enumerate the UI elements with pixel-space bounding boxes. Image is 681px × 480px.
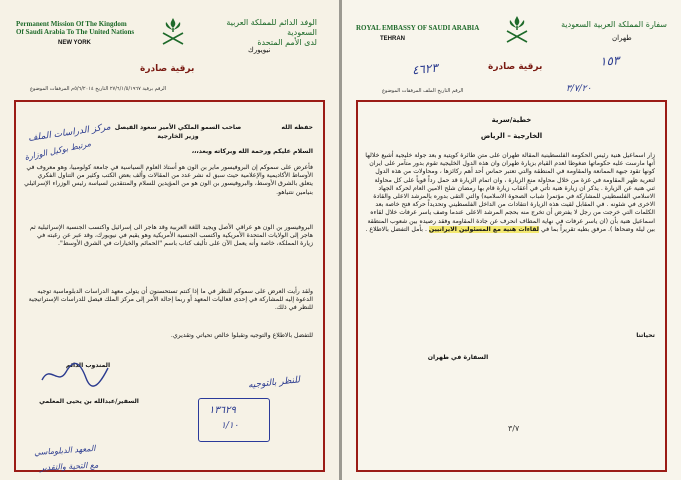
left-salutation: حفظه الله (281, 124, 313, 131)
left-closing: للتفضل بالاطلاع والتوجيه وتقبلوا خالص تحياتي وتقديري. (170, 332, 313, 339)
left-handwritten-note-4: المعهد الدبلوماسي (33, 443, 96, 458)
left-handwritten-note-3: للنظر بالتوجيه (247, 375, 301, 391)
left-handwritten-note-5: مع التحية والتقدير (39, 460, 99, 473)
left-header-english (16, 20, 134, 36)
left-document-page (0, 0, 339, 480)
left-signature-scribble (40, 360, 110, 388)
left-paragraph-1: فأعرض على سموكم إن البروفيسور ماير بن الون هو أستاذ العلوم السياسية في جامعة كولومبيا، وهو معروف في الأوساط الأكاديمية والإعلامية حيث سبق له نشر عدد من المقالات وألف بعض الكتب وكثير من التناول الفكري يتعلق بالشرق الأوسط، والبروفيسور بن الون هو من المؤيدين للسلام والمنتقدين لسياسة رئيس الوزراء الإسرائيلي بنيامين نتنياهو. (24, 164, 313, 196)
left-content-frame (14, 100, 325, 472)
left-addressee-line-2: وزير الخارجية (157, 133, 199, 140)
left-greeting: السلام عليكم ورحمة الله وبركاته وبعد،،، (191, 148, 313, 155)
right-handwritten-number-2: ١٥٣ (599, 53, 620, 69)
right-content-frame (356, 100, 667, 472)
saudi-emblem-icon (504, 14, 530, 44)
right-city-arabic: طهران (612, 35, 632, 42)
right-document-title: خطية/سرية (491, 116, 532, 124)
right-header-arabic (547, 20, 667, 30)
right-header-ar-line-1: سفارة المملكة العربية السعودية (561, 20, 667, 29)
saudi-emblem-icon (160, 16, 186, 46)
left-sign-title: المندوب الدائم (65, 362, 111, 369)
right-sign: السفارة في طهران (427, 354, 489, 361)
right-body-highlight: لقاءات هنية مع المسئولين الايرانيين (428, 225, 539, 233)
left-handwritten-note-2: مرتبط بوكيل الوزارة (23, 139, 92, 162)
left-handwritten-note-1: مركز الدراسات الملف (27, 122, 112, 144)
left-document-type: برقية صادرة (140, 64, 195, 74)
left-stamp-number: ١٣٦٢٩ (209, 405, 236, 416)
right-body-part-2: . بأمل التفضل بالاطلاع . (365, 225, 427, 233)
left-addressee-line-1: صاحب السمو الملكي الأمير سعود الفيصل (114, 124, 242, 131)
right-body-text (365, 152, 655, 234)
left-city-arabic: نيويورك (248, 47, 271, 54)
right-handwritten-date: ٣/٧/٢٠ (566, 84, 592, 94)
left-paragraph-3: ولقد رأيت العرض على سموكم للنظر في ما إذا كنتم تستحسنون أن يتولى معهد الدراسات الدبلوماسية توجيه الدعوة إليه للمشاركة في إحدى فعاليات المعهد أو ربما إحالة الأمر إلى مركز الملك فيصل للدراسات الإستراتيجية للنظر في ذلك. (28, 288, 313, 312)
right-regards: تحياتنا (636, 332, 655, 339)
right-body-part-1: زار اسماعيل هنية رئيس الحكومة الفلسطينية المقالة طهران على متن طائرة كويتية و بعد جولة خليجية أشيع خلالها أنها مارست عليه حكوماتها ضغوطا لعدم القيام بزيارة طهران وان هذه الدول الخليجية تقوم بدور متآمر على ايران كونها تقود جبهة الممانعة والمقاومة في المنطقة والتي تعتبر حماس أحد أهم ركائزها ، ومحاولات من هذه الدول لتعرية ظهر المقاومة في غزة من خلال محاولة منع الزيارة ، وان اتمام الزيارة قد حمل رداً قوياً على كل محاولة ثني هنية عن الزيارة . يذكر ان زيارة هنية تأتي في أعقاب زيارة قام بها رمضان شلح الامين العام لحركة الجهاد الاسلامي الفلسطيني للمشاركة في مؤتمر( شباب الصحوة الاسلامية) والتي التقى بدوره بالمرشد الاعلى والقادة الاخرى في شئونه . في المقابل لقيت هذه الزيارة انتقادات من الداخل الفلسطيني وتحديداً حركة فتح خاصة بعد الكلمات التي خرجت من رجل لا يفترض أن تخرج منه بحجم المرشد الاعلى عندما وصف ياسر عرفات خلال لقاءه اسماعيل هنية بأن (ان ياسر عرفات في نهاية المطاف انحرف عن جادة المقاومة وفقد رصيده بين شعوب المنطقة بين ليلة وضحاها ). مرفق بطيه تقريراً بما في (365, 152, 655, 233)
right-city-english: TEHRAN (380, 36, 405, 42)
right-addressee: الخارجية – الرياض (480, 132, 543, 140)
right-document-page (342, 0, 681, 480)
left-city-english: NEW YORK (58, 40, 91, 46)
left-paragraph-2: البروفيسور بن الون هو عراقي الأصل ويجيد اللغة العربية وقد هاجر الى إسرائيل واكتسب الجنسية الإسرائيلية ثم هاجر إلى الولايات المتحدة الأمريكية واكتسب الجنسية الأمريكية وهو يقيم في نيويورك، وقد عبر عن رغبته في زيارة المملكة، خاصة وأنه يعمل الآن على تأليف كتاب باسم "الحمائم والخيارات في الشرق الأوسط". (29, 224, 313, 248)
right-header-english (356, 24, 479, 32)
right-reference-line: الرقم التاريخ الملف المرفقات الموضوع (382, 88, 464, 94)
left-header-ar-line-2: لدى الأمم المتحدة (257, 38, 317, 47)
right-document-type: برقية صادرة (488, 62, 543, 72)
left-header-ar-line-1: الوفد الدائم للمملكة العربية السعودية (226, 18, 317, 37)
right-handwritten-number-1: ٤٦٢٣ (411, 60, 439, 78)
left-header-en-line-1: Permanent Mission Of The Kingdom (16, 20, 127, 28)
left-header-en-line-2: Of Saudi Arabia To The United Nations (16, 28, 135, 36)
left-reference-line: الرقم برقية ٢٧/٦/١/٥/١٩٦٧ التاريخ ٥/٦/٢٠١٤م المرفقات الموضوع (30, 86, 167, 92)
right-header-en-line-1: ROYAL EMBASSY OF SAUDI ARABIA (356, 24, 480, 32)
left-stamp-date: ١/١٠ (221, 421, 239, 431)
right-page-number: ٣/٧ (508, 424, 520, 433)
left-signatory: السفير/عبدالله بن يحيى المعلمي (39, 398, 139, 405)
left-incoming-stamp (198, 398, 270, 442)
left-header-arabic (207, 18, 317, 48)
